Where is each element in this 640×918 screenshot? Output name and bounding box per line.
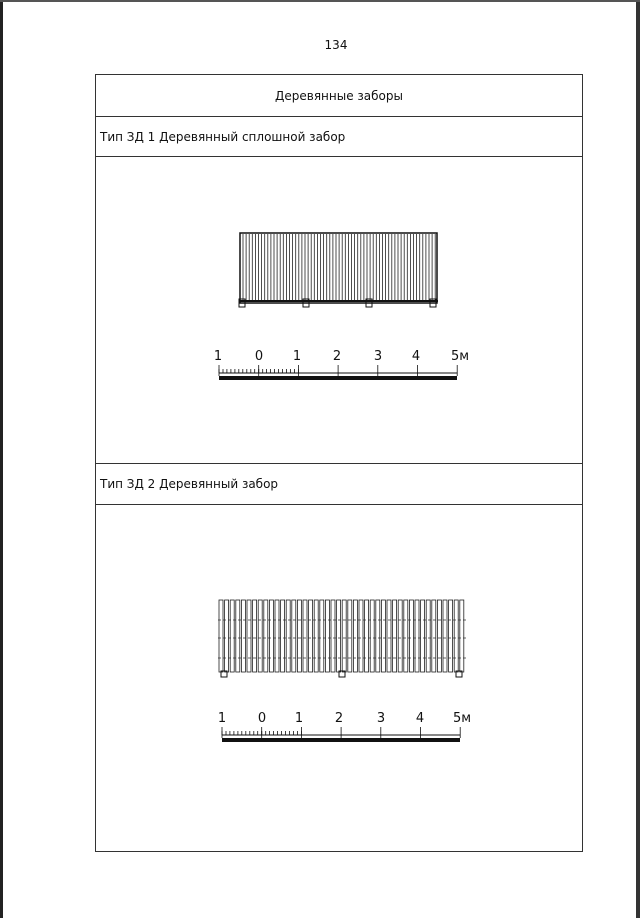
scale2-label-0: 1 [217,711,227,726]
fence2-picket [325,600,329,672]
fence2-picket [309,600,313,672]
fence2-picket [258,600,262,672]
fence2-picket [297,600,301,672]
scale1-thick-bar [219,376,457,380]
fence2-picket [348,600,352,672]
fence2-picket [286,600,290,672]
scale1-label-6: 5м [450,349,470,364]
fence2-picket [404,600,408,672]
fence2-picket [281,600,285,672]
fence2-picket [230,600,234,672]
fence2-picket [449,600,453,672]
fence2-picket [432,600,436,672]
fence2-picket [426,600,430,672]
scale1-ticks [219,365,457,376]
solid-fence-drawing [239,233,438,307]
scale1-label-1: 0 [254,349,264,364]
scale2-ticks [222,727,460,738]
scale2-label-2: 1 [294,711,304,726]
scale2-label-5: 4 [415,711,425,726]
fence2-pickets [219,600,464,672]
page-number: 134 [324,38,348,52]
fence2-picket [320,600,324,672]
fence2-picket [275,600,279,672]
scale2-labels [218,711,471,726]
scale2-label-1: 0 [257,711,267,726]
scale2-label-4: 3 [376,711,386,726]
scale1-label-5: 4 [411,349,421,364]
scale-bar-2 [218,711,471,742]
fence2-picket [314,600,318,672]
fence2-picket [415,600,419,672]
fence2-picket [359,600,363,672]
fence1-boards [243,234,435,302]
scale1-label-2: 1 [292,349,302,364]
fence2-picket [370,600,374,672]
scale-bar-1 [214,349,469,380]
fence2-picket [381,600,385,672]
picket-fence-drawing [218,600,467,677]
fence2-picket [393,600,397,672]
fence2-picket [219,600,223,672]
fence2-picket [437,600,441,672]
scale1-labels [214,349,469,364]
fence2-picket [365,600,369,672]
fence2-picket [225,600,229,672]
scale1-label-0: 1 [213,349,223,364]
fence2-picket [241,600,245,672]
fence2-picket [460,600,464,672]
fence2-picket [253,600,257,672]
scale2-label-3: 2 [334,711,344,726]
fence2-picket [236,600,240,672]
fence2-picket [409,600,413,672]
scale1-label-3: 2 [332,349,342,364]
fence2-picket [292,600,296,672]
fence2-picket [454,600,458,672]
scale1-label-4: 3 [373,349,383,364]
section-label-1: Тип ЗД 1 Деревянный сплошной забор [100,130,346,144]
scale2-label-6: 5м [452,711,472,726]
fence2-picket [303,600,307,672]
fence2-picket [387,600,391,672]
table-title: Деревянные заборы [275,89,403,103]
fence2-picket [443,600,447,672]
fence2-picket [398,600,402,672]
fence2-picket [421,600,425,672]
fence2-picket [247,600,251,672]
fence2-picket [264,600,268,672]
scale2-thick-bar [222,738,460,742]
fence2-picket [376,600,380,672]
fence2-picket [269,600,273,672]
section-label-2: Тип ЗД 2 Деревянный забор [100,477,279,491]
fence2-picket [342,600,346,672]
fence2-picket [331,600,335,672]
fence2-picket [353,600,357,672]
fence2-picket [337,600,341,672]
